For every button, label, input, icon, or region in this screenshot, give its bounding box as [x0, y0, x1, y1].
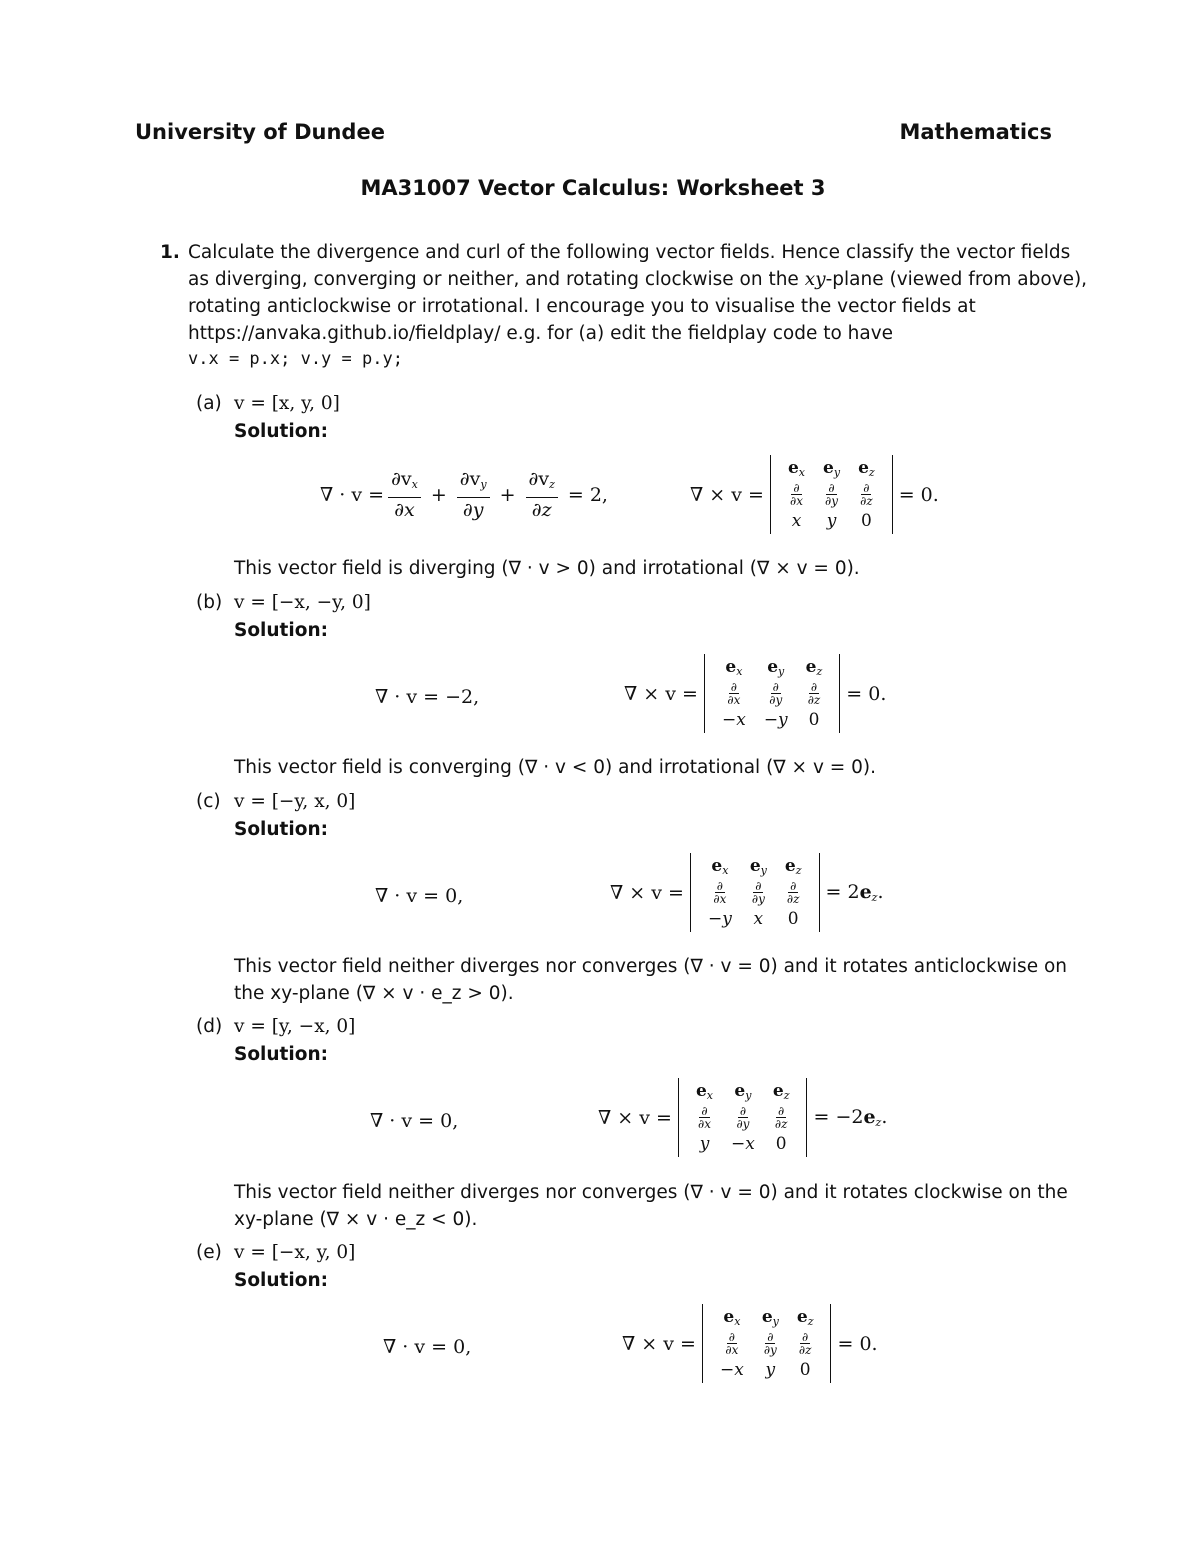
part-a-conclusion: This vector field is diverging (∇ · v > 0) and irrotational (∇ × v = 0). [234, 558, 860, 579]
determinant-cell: 0 [860, 511, 872, 531]
determinant-row [687, 1078, 799, 1104]
question-text-line4: https://anvaka.github.io/fieldplay/ e.g. for (a) edit the fieldplay code to have [188, 323, 894, 344]
determinant-cell: y [765, 1360, 776, 1380]
fraction-dvy-dy: $\frac{\partial v_y}{\partial y}$ [457, 468, 490, 521]
part-c-curl-result: = $2e_z$. [825, 881, 884, 904]
determinant-cell: 0 [799, 1360, 811, 1380]
determinant-cell: $\frac{\partial}{\partial x}$ [789, 481, 803, 508]
part-c-conclusion-line1: This vector field neither diverges nor converges (∇ · v = 0) and it rotates anticlockwise on [234, 956, 1067, 977]
part-d-curl [598, 1078, 887, 1157]
determinant-cell: $\frac{\partial}{\partial z}$ [860, 481, 873, 508]
question-text-line3: rotating anticlockwise or irrotational. I encourage you to visualise the vector fields at [188, 296, 976, 317]
question-text-line2-a: as diverging, converging or neither, and rotating clockwise on the [188, 269, 805, 290]
header-subject: Mathematics [899, 120, 1052, 144]
part-c-solution-label: Solution: [234, 819, 329, 840]
determinant-cell: $\frac{\partial}{\partial x}$ [725, 1330, 739, 1357]
part-e-solution-label: Solution: [234, 1270, 329, 1291]
determinant-cell: $e_z$ [805, 656, 823, 678]
part-a-div-result: = 2, [567, 483, 608, 506]
determinant-row [711, 1304, 823, 1330]
part-b-curl [624, 654, 886, 733]
determinant-cell: $\frac{\partial}{\partial y}$ [769, 680, 783, 707]
part-b-field: v = [−x, −y, 0] [234, 592, 371, 613]
determinant-cell: $e_x$ [725, 656, 743, 678]
determinant-cell: $\frac{\partial}{\partial x}$ [713, 879, 727, 906]
part-d-conclusion-line2: xy-plane (∇ × v · e_z < 0). [234, 1209, 478, 1230]
question-text-line2 [188, 266, 1087, 293]
determinant-cell: $e_x$ [723, 1306, 741, 1328]
part-a-curl [690, 455, 939, 534]
part-e-curl [622, 1304, 878, 1383]
determinant-cell: $e_z$ [796, 1306, 814, 1328]
part-a-curl-determinant [770, 455, 893, 534]
determinant-cell: 0 [808, 710, 820, 730]
part-c-label: (c) [196, 791, 221, 812]
determinant-cell: x [753, 909, 764, 929]
determinant-cell: −x [721, 710, 746, 730]
determinant-cell: $e_z$ [858, 457, 875, 479]
determinant-cell: $\frac{\partial}{\partial x}$ [727, 680, 741, 707]
determinant-cell: $e_y$ [734, 1080, 752, 1102]
nabla-cross-v: ∇ × v = [598, 1106, 672, 1129]
part-a-divergence: ∇ · v = $\frac{\partial v_x}{\partial x}$ + $\frac{\partial v_y}{\partial y}$ + $\frac{\partial v_z}{\partial z}$ = 2, [320, 468, 608, 521]
determinant-cell: $e_y$ [767, 656, 785, 678]
part-b-curl-result: = 0. [846, 682, 887, 705]
header-university: University of Dundee [135, 120, 385, 144]
fieldplay-code: v.x = p.x; v.y = p.y; [188, 349, 403, 369]
question-text-line2-b: -plane (viewed from above), [825, 269, 1088, 290]
part-c-divergence: ∇ · v = 0, [375, 885, 464, 907]
determinant-cell: −y [707, 909, 732, 929]
determinant-cell: $\frac{\partial}{\partial y}$ [736, 1104, 750, 1131]
part-b-divergence: ∇ · v = −2, [375, 686, 480, 708]
part-e-curl-result: = 0. [837, 1332, 878, 1355]
determinant-cell: $\frac{\partial}{\partial z}$ [798, 1330, 812, 1357]
determinant-cell: 0 [787, 909, 799, 929]
determinant-cell: $e_y$ [823, 457, 841, 479]
determinant-cell: −x [719, 1360, 744, 1380]
nabla-cross-v: ∇ × v = [622, 1332, 696, 1355]
part-b-curl-determinant [704, 654, 840, 733]
determinant-row [699, 906, 811, 932]
part-e-divergence: ∇ · v = 0, [383, 1336, 472, 1358]
determinant-cell: $e_z$ [784, 855, 802, 877]
determinant-row [687, 1131, 799, 1157]
question-text-line1: Calculate the divergence and curl of the following vector fields. Hence classify the vector fields [188, 242, 1071, 263]
determinant-cell: −y [763, 710, 788, 730]
determinant-cell: 0 [775, 1134, 787, 1154]
part-c-curl [610, 853, 884, 932]
determinant-cell: $\frac{\partial}{\partial y}$ [763, 1330, 777, 1357]
part-c-conclusion-line2: the xy-plane (∇ × v · e_z > 0). [234, 983, 514, 1004]
part-b-conclusion: This vector field is converging (∇ · v < 0) and irrotational (∇ × v = 0). [234, 757, 877, 778]
part-a-solution-label: Solution: [234, 421, 329, 442]
fraction-dvx-dx: $\frac{\partial v_x}{\partial x}$ [388, 468, 421, 521]
part-c-curl-determinant [690, 853, 820, 932]
nabla-cross-v: ∇ × v = [610, 881, 684, 904]
determinant-cell: y [826, 511, 837, 531]
part-e-curl-determinant [702, 1304, 832, 1383]
part-d-curl-result: = $-2e_z$. [813, 1106, 888, 1129]
part-d-label: (d) [196, 1016, 223, 1037]
part-d-curl-determinant [678, 1078, 808, 1157]
question-number: 1. [160, 242, 180, 263]
determinant-row [699, 853, 811, 879]
part-b-solution-label: Solution: [234, 620, 329, 641]
determinant-cell: $\frac{\partial}{\partial y}$ [825, 481, 839, 508]
determinant-cell: $e_x$ [711, 855, 729, 877]
determinant-cell: $e_y$ [761, 1306, 779, 1328]
determinant-row [699, 879, 811, 906]
nabla-cross-v: ∇ × v = [624, 682, 698, 705]
determinant-row [713, 654, 831, 680]
determinant-row [779, 508, 884, 534]
nabla-cross-v: ∇ × v = [690, 483, 764, 506]
nabla-dot-v: ∇ · v = [320, 483, 385, 506]
part-c-field: v = [−y, x, 0] [234, 791, 356, 812]
determinant-cell: $e_y$ [749, 855, 767, 877]
determinant-row [687, 1104, 799, 1131]
part-d-divergence: ∇ · v = 0, [370, 1110, 459, 1132]
determinant-cell: $\frac{\partial}{\partial z}$ [786, 879, 800, 906]
determinant-row [711, 1330, 823, 1357]
determinant-row [711, 1357, 823, 1383]
part-a-curl-result: = 0. [898, 483, 939, 506]
determinant-cell: $\frac{\partial}{\partial z}$ [807, 680, 821, 707]
determinant-cell: $e_z$ [772, 1080, 790, 1102]
determinant-row [713, 707, 831, 733]
part-d-field: v = [y, −x, 0] [234, 1016, 356, 1037]
determinant-cell: $e_x$ [695, 1080, 714, 1102]
determinant-row [713, 680, 831, 707]
page-title: MA31007 Vector Calculus: Worksheet 3 [360, 176, 826, 200]
part-d-solution-label: Solution: [234, 1044, 329, 1065]
determinant-cell: $\frac{\partial}{\partial z}$ [774, 1104, 788, 1131]
part-e-field: v = [−x, y, 0] [234, 1242, 356, 1263]
determinant-row [779, 481, 884, 508]
determinant-cell: −x [731, 1134, 755, 1154]
determinant-row [779, 455, 884, 481]
part-e-label: (e) [196, 1242, 222, 1263]
determinant-cell: x [791, 511, 802, 531]
part-b-label: (b) [196, 592, 223, 613]
determinant-cell: $e_x$ [787, 457, 806, 479]
determinant-cell: $\frac{\partial}{\partial x}$ [697, 1104, 711, 1131]
determinant-cell: $\frac{\partial}{\partial y}$ [751, 879, 765, 906]
part-d-conclusion-line1: This vector field neither diverges nor converges (∇ · v = 0) and it rotates clockwise on the [234, 1182, 1068, 1203]
fraction-dvz-dz: $\frac{\partial v_z}{\partial z}$ [526, 468, 558, 521]
determinant-cell: y [699, 1134, 710, 1154]
question-text-line2-xy: xy [804, 269, 826, 290]
part-a-label: (a) [196, 393, 222, 414]
part-a-field: v = [x, y, 0] [234, 393, 340, 414]
